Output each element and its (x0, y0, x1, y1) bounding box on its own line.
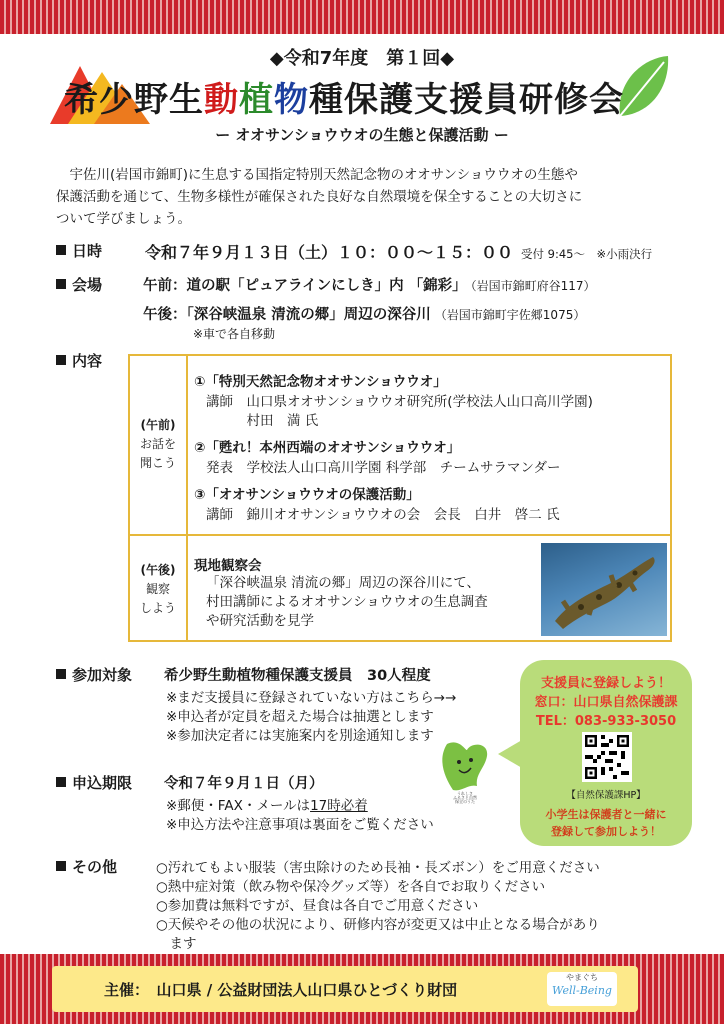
datetime-value (145, 240, 652, 263)
title-part-5: 種保護支援員研修会 (309, 80, 624, 120)
pm-side-text: 観察 (145, 582, 170, 596)
target-note: ※まだ支援員に登録されていない方はこちら→→ (166, 690, 457, 706)
program-3-title: ③「オオサンショウウオの保護活動」 (194, 487, 420, 503)
mascot-caption: 保全のうた (455, 799, 475, 804)
bullet-square-icon (56, 777, 66, 787)
bullet-square-icon (56, 355, 66, 365)
venue-am-address: （岩国市錦町府谷117） (470, 279, 596, 293)
venue-pm (143, 303, 585, 324)
logo-text: やまぐち (566, 973, 598, 982)
deadline-value: 令和７年９月１日（月） (164, 776, 324, 792)
datetime-text: 令和７年９月１３日（土）１０：００～１５：００ (145, 243, 514, 262)
target-value: 希少野生動植物種保護支援員 30人程度 (164, 668, 431, 684)
qr-code-icon (585, 735, 629, 779)
other-item: ○熱中症対策（飲み物や保冷グッズ等）を各自でお取りください (156, 879, 546, 895)
bullet-square-icon (56, 861, 66, 871)
other-label: その他 (56, 856, 117, 877)
content-label: 内容 (56, 350, 102, 371)
observation-line: 「深谷峡温泉 清流の郷」周辺の深谷川にて、 (206, 575, 481, 591)
other-item: ます (156, 936, 197, 952)
am-side-label (130, 416, 186, 473)
salamander-icon (541, 543, 667, 636)
content-box-divider-vertical (186, 356, 188, 640)
bullet-square-icon (56, 245, 66, 255)
program-1-detail: 村田 満 氏 (206, 413, 319, 429)
pm-side-label (130, 561, 186, 618)
title-part-3: 植 (239, 80, 274, 120)
callout-pointer (498, 740, 522, 768)
intro-line: 保護活動を通じて、生物多様性が確保された良好な自然環境を保全することの大切さに (56, 189, 583, 205)
deadline-note-text: ※郵便・FAX・メールは (166, 798, 311, 814)
mascot-icon (437, 738, 493, 804)
bullet-square-icon (56, 669, 66, 679)
callout-line: 窓口：山口県自然保護課 (534, 695, 678, 710)
deadline-note (166, 794, 368, 814)
title-part-2: 動 (204, 80, 239, 120)
top-stripe-band (0, 0, 724, 34)
program-2-detail: 発表 学校法人山口高川学園 科学部 チームサラマンダー (206, 460, 561, 476)
am-side-heading: (午前) (140, 418, 176, 432)
am-side-text: お話を (139, 437, 176, 451)
target-note: ※申込者が定員を超えた場合は抽選とします (166, 709, 434, 725)
intro-paragraph (56, 164, 676, 230)
observation-line: 村田講師によるオオサンショウウオの生息調査 (206, 594, 488, 610)
mascot-caption: うれしさ (457, 791, 473, 796)
wellbeing-logo (547, 972, 617, 1006)
venue-am-text: 午前：道の駅「ピュアラインにしき」内 「錦彩」 (143, 278, 467, 294)
am-side-text: 聞こう (139, 456, 176, 470)
content-box (128, 354, 672, 642)
venue-note: ※車で各自移動 (193, 327, 276, 341)
deadline-label: 申込期限 (56, 772, 132, 793)
program-2-title: ②「甦れ！本州西端のオオサンショウウオ」 (194, 440, 461, 456)
callout-phone: TEL：083-933-3050 (535, 714, 677, 729)
callout-line: 支援員に登録しよう！ (540, 676, 671, 691)
intro-line: ついて学びましょう。 (56, 211, 191, 227)
observation-title: 現地観察会 (194, 558, 262, 574)
other-item: ○天候やその他の状況により、研修内容が変更又は中止となる場合があり (156, 917, 600, 933)
title-part-1: 希少野生 (64, 80, 204, 120)
intro-line: 宇佐川(岩国市錦町)に生息する国指定特別天然記念物のオオサンショウウオの生態や (56, 167, 578, 183)
organizer-text: 主催： 山口県 / 公益財団法人山口県ひとづくり財団 (104, 980, 458, 999)
bullet-square-icon (56, 279, 66, 289)
salamander-photo (541, 543, 667, 636)
datetime-note: 受付 9:45～ ※小雨決行 (521, 247, 653, 261)
other-item: ○汚れてもよい服装（害虫除けのため長袖・長ズボン）をご用意ください (156, 860, 600, 876)
page-title (64, 72, 684, 121)
tagline: ー オオサンショウウオの生態と保護活動 ー (215, 126, 509, 144)
deadline-note: ※申込方法や注意事項は裏面をご覧ください (166, 817, 434, 833)
target-label: 参加対象 (56, 664, 132, 685)
title-part-4: 物 (274, 80, 309, 120)
pm-side-text: しよう (139, 601, 176, 615)
program-1-title: ①「特別天然記念物オオサンショウウオ」 (194, 374, 447, 390)
qr-caption: 【自然保護課HP】 (566, 790, 646, 801)
callout-note: 小学生は保護者と一緒に (545, 808, 667, 821)
venue-pm-text: 午後：「深谷峡温泉 清流の郷」周辺の深谷川 (143, 307, 431, 323)
logo-text: Well-Being (552, 984, 612, 997)
venue-am (143, 274, 596, 295)
content-box-divider (130, 534, 670, 536)
register-callout (520, 660, 692, 846)
observation-line: や研究活動を見学 (206, 613, 314, 629)
deadline-note-emphasis: 17時必着 (310, 798, 368, 814)
datetime-label: 日時 (56, 240, 102, 261)
venue-pm-address: （岩国市錦町宇佐郷1075） (434, 308, 586, 322)
event-subtitle: ◆令和7年度 第１回◆ (269, 48, 455, 69)
venue-label: 会場 (56, 274, 102, 295)
program-1-detail: 講師 山口県オオサンショウウオ研究所(学校法人山口高川学園) (206, 394, 593, 410)
program-3-detail: 講師 錦川オオサンショウウオの会 会長 白井 啓二 氏 (206, 507, 560, 523)
other-item: ○参加費は無料ですが、昼食は各自でご用意ください (156, 898, 479, 914)
target-note: ※参加決定者には実施案内を別途通知します (166, 728, 434, 744)
callout-note: 登録して参加しよう！ (551, 825, 661, 838)
mascot-caption: ふるさと自然 (453, 795, 477, 800)
observation-text (206, 574, 546, 631)
pm-side-heading: (午後) (140, 563, 176, 577)
qr-code[interactable] (582, 732, 632, 782)
